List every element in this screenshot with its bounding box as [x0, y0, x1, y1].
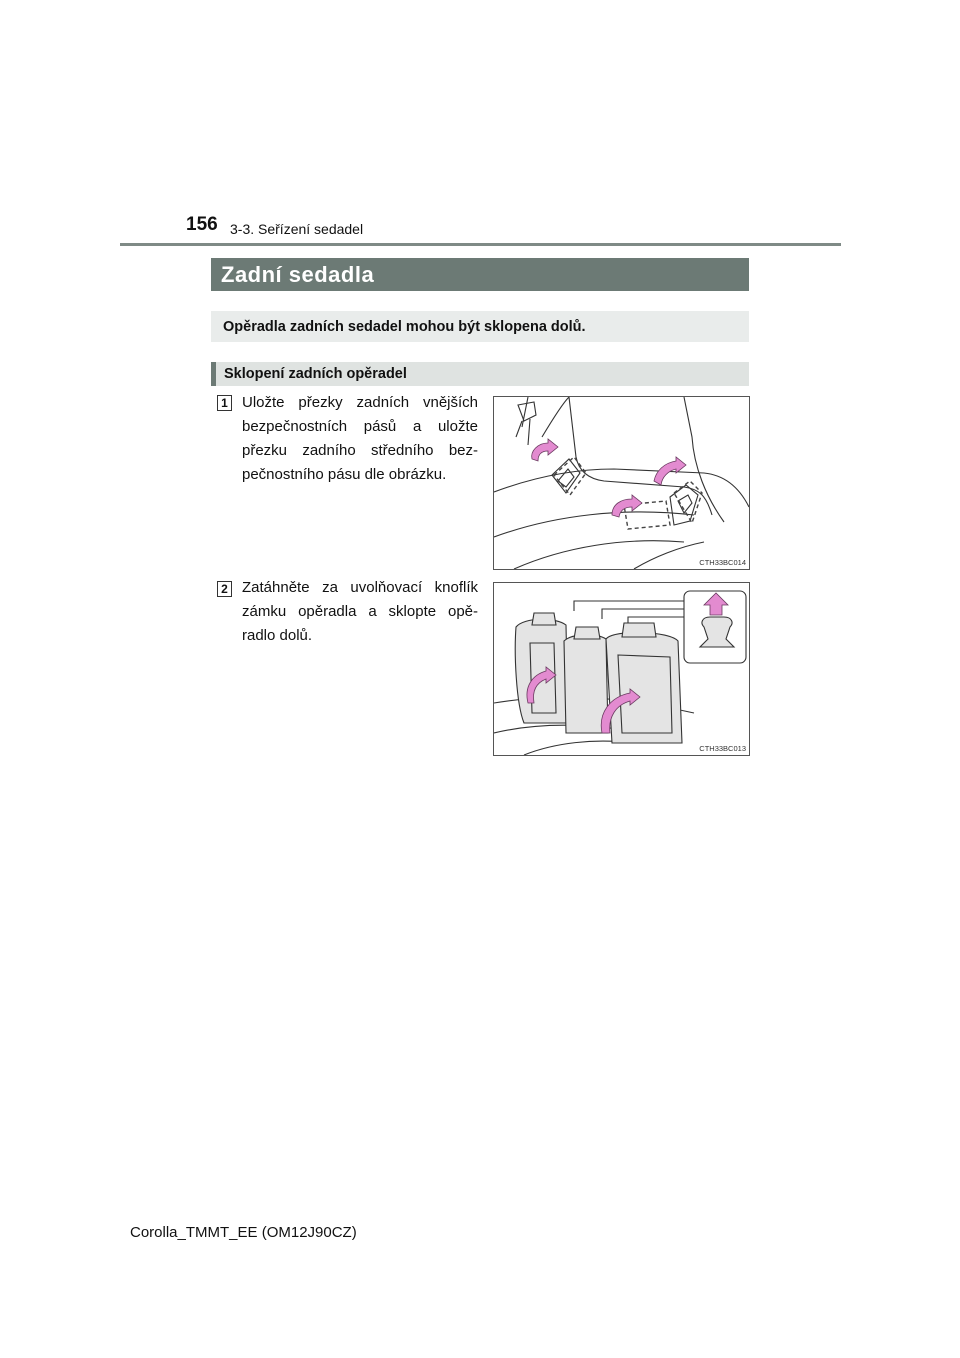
step-1-text: Uložte přezky zadních vnějších bezpečnostních pásů a uložte přezku zadního středního bez-pečnostního pásu dle obrázku.	[242, 394, 478, 483]
page-title: Zadní sedadla	[211, 258, 749, 291]
page-number: 156	[186, 214, 218, 235]
figure-2-code: CTH33BC013	[699, 744, 746, 753]
intro-text: Opěradla zadních sedadel mohou být sklopena dolů.	[211, 311, 749, 342]
section-reference: 3-3. Seřízení sedadel	[230, 221, 364, 237]
seatback-release-illustration	[494, 583, 749, 755]
header-rule	[120, 243, 841, 246]
figure-seatback-release	[493, 582, 750, 756]
footer-model-code: Corolla_TMMT_EE (OM12J90CZ)	[130, 1224, 357, 1241]
figure-1-code: CTH33BC014	[699, 558, 746, 567]
step-2-number: 2	[217, 581, 232, 597]
step-2-text: Zatáhněte za uvolňovací knoflík zámku opěradla a sklopte opě-radlo dolů.	[242, 579, 478, 644]
figure-seatbelt-buckles	[493, 396, 750, 570]
subsection-header: Sklopení zadních opěradel	[211, 362, 749, 386]
step-1-number: 1	[217, 395, 232, 411]
seatbelt-buckles-illustration	[494, 397, 749, 569]
